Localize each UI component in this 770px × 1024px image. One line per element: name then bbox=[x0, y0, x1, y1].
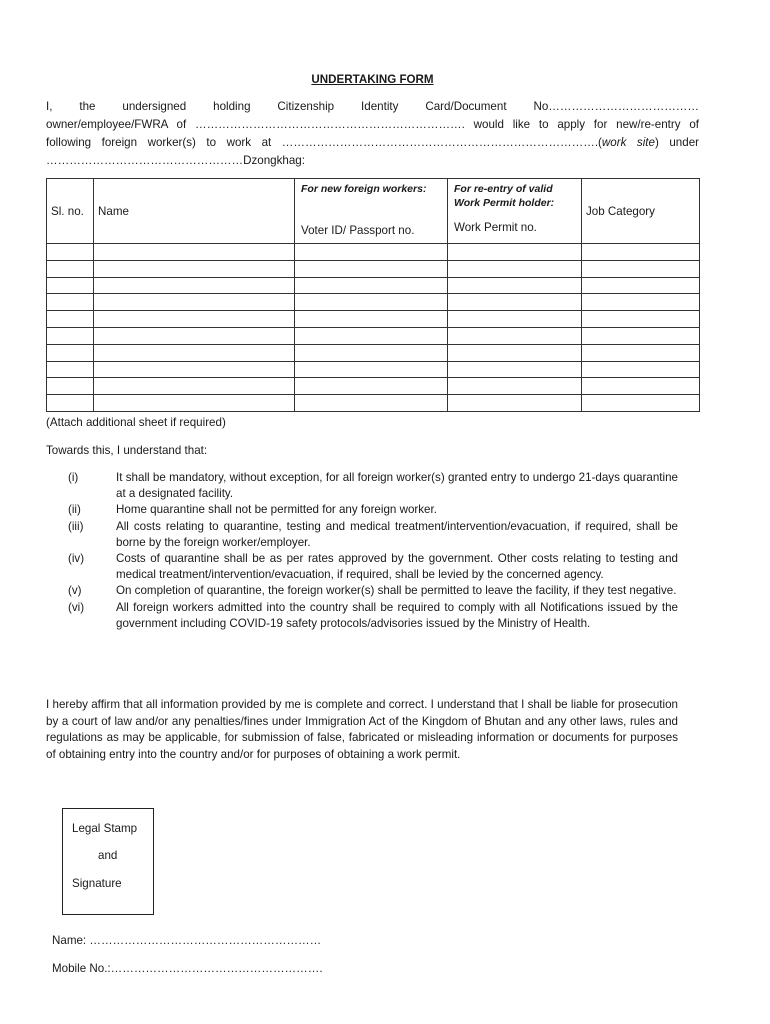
table-cell[interactable] bbox=[448, 260, 582, 277]
table-row bbox=[47, 311, 700, 328]
intro-line-2: owner/employee/FWRA of ……………………………………………………………. would like to apply for new/re-entry of bbox=[46, 118, 699, 131]
table-cell[interactable] bbox=[295, 244, 448, 261]
form-title: UNDERTAKING FORM bbox=[311, 73, 434, 86]
item-number: (vi) bbox=[68, 600, 85, 614]
table-cell[interactable] bbox=[47, 361, 94, 378]
table-cell[interactable] bbox=[295, 277, 448, 294]
header-voter-id bbox=[295, 179, 448, 244]
affirmation-paragraph: I hereby affirm that all information provided by me is complete and correct. I understand that I shall be liable for prosecution by a court of law and/or any penalties/fines under Immigration Act of the Kingdom of Bhutan and any other laws, rules and regulations as may be applicable, for submission of false, fabricated or misleading information or documents for purposes of obtaining entry into the country and/or for purposes of obtaining a work permit. bbox=[46, 698, 678, 761]
item-number: (iv) bbox=[68, 552, 85, 566]
stamp-label-3: Signature bbox=[72, 877, 122, 890]
list-item bbox=[46, 600, 678, 632]
table-cell[interactable] bbox=[295, 378, 448, 395]
table-cell[interactable] bbox=[582, 327, 700, 344]
table-cell[interactable] bbox=[295, 327, 448, 344]
list-item bbox=[46, 519, 678, 551]
table-header-row bbox=[47, 179, 700, 244]
legal-stamp-box[interactable] bbox=[62, 808, 154, 915]
table-cell[interactable] bbox=[94, 327, 295, 344]
item-text: All foreign workers admitted into the country shall be required to comply with all Notifications issued by the government including COVID-19 safety protocols/advisories issued by the Ministry of Health. bbox=[116, 600, 678, 630]
table-cell[interactable] bbox=[94, 344, 295, 361]
table-cell[interactable] bbox=[295, 311, 448, 328]
item-text: It shall be mandatory, without exception, for all foreign worker(s) granted entry to undergo 21-days quarantine at a designated facility. bbox=[116, 471, 678, 501]
stamp-label-1: Legal Stamp bbox=[72, 822, 138, 835]
item-number: (v) bbox=[68, 584, 82, 598]
table-cell[interactable] bbox=[582, 244, 700, 261]
item-number: (i) bbox=[68, 471, 79, 484]
item-text: Home quarantine shall not be permitted for any foreign worker. bbox=[116, 503, 437, 517]
table-cell[interactable] bbox=[295, 294, 448, 311]
table-cell[interactable] bbox=[94, 294, 295, 311]
table-cell[interactable] bbox=[448, 327, 582, 344]
table-cell[interactable] bbox=[582, 361, 700, 378]
table-row bbox=[47, 294, 700, 311]
list-item bbox=[46, 470, 678, 502]
table-cell[interactable] bbox=[448, 395, 582, 412]
header-work-permit bbox=[448, 179, 582, 244]
table-cell[interactable] bbox=[94, 244, 295, 261]
table-cell[interactable] bbox=[582, 378, 700, 395]
towards-text: Towards this, I understand that: bbox=[46, 444, 208, 457]
item-text: On completion of quarantine, the foreign worker(s) shall be permitted to leave the facility, if they test negative. bbox=[116, 584, 677, 598]
table-cell[interactable] bbox=[47, 395, 94, 412]
list-item bbox=[46, 551, 678, 583]
header-reentry-label: For re-entry of valid Work Permit holder: bbox=[454, 183, 555, 209]
table-cell[interactable] bbox=[448, 244, 582, 261]
table-cell[interactable] bbox=[448, 311, 582, 328]
list-item bbox=[46, 502, 678, 518]
table-cell[interactable] bbox=[47, 294, 94, 311]
intro-line-1: I, the undersigned holding Citizenship Identity Card/Document No………………………………… bbox=[46, 100, 699, 113]
table-cell[interactable] bbox=[448, 378, 582, 395]
table-cell[interactable] bbox=[582, 395, 700, 412]
item-number: (ii) bbox=[68, 503, 81, 517]
table-row bbox=[47, 327, 700, 344]
table-cell[interactable] bbox=[47, 244, 94, 261]
table-cell[interactable] bbox=[94, 260, 295, 277]
table-cell[interactable] bbox=[448, 294, 582, 311]
item-text: All costs relating to quarantine, testing and medical treatment/intervention/evacuation, if required, shall be borne by the foreign worker/employer. bbox=[116, 519, 678, 549]
header-work-permit-label: Work Permit no. bbox=[454, 221, 537, 234]
table-cell[interactable] bbox=[47, 378, 94, 395]
table-cell[interactable] bbox=[582, 311, 700, 328]
work-site-label: work site bbox=[601, 136, 655, 149]
table-cell[interactable] bbox=[582, 277, 700, 294]
header-sl-no: Sl. no. bbox=[47, 179, 94, 244]
table-cell[interactable] bbox=[47, 327, 94, 344]
table-cell[interactable] bbox=[295, 361, 448, 378]
intro-line-3 bbox=[46, 134, 699, 152]
header-voter-passport-label: Voter ID/ Passport no. bbox=[301, 224, 415, 237]
intro-line-3-end: ) under bbox=[654, 136, 700, 149]
header-new-workers-label: For new foreign workers: bbox=[301, 183, 427, 195]
conditions-list bbox=[46, 470, 678, 632]
stamp-label-2: and bbox=[98, 849, 118, 862]
item-number: (iii) bbox=[68, 519, 84, 533]
table-cell[interactable] bbox=[582, 294, 700, 311]
name-field[interactable]: Name: …………………………………………………… bbox=[52, 934, 322, 947]
table-cell[interactable] bbox=[295, 260, 448, 277]
table-cell[interactable] bbox=[94, 311, 295, 328]
table-cell[interactable] bbox=[47, 277, 94, 294]
table-cell[interactable] bbox=[448, 277, 582, 294]
attach-note: (Attach additional sheet if required) bbox=[46, 416, 226, 429]
table-row bbox=[47, 277, 700, 294]
table-body bbox=[47, 244, 700, 412]
table-row bbox=[47, 361, 700, 378]
intro-line-4: ……………………………………………Dzongkhag: bbox=[46, 154, 305, 167]
table-cell[interactable] bbox=[94, 395, 295, 412]
table-row bbox=[47, 244, 700, 261]
table-row bbox=[47, 395, 700, 412]
table-row bbox=[47, 260, 700, 277]
table-cell[interactable] bbox=[582, 344, 700, 361]
table-cell[interactable] bbox=[295, 395, 448, 412]
table-cell[interactable] bbox=[47, 311, 94, 328]
table-cell[interactable] bbox=[448, 344, 582, 361]
item-text: Costs of quarantine shall be as per rates approved by the government. Other costs relating to testing and medical treatment/intervention/evacuation, if required, shall be levied by the concerned agency. bbox=[116, 552, 678, 582]
intro-paragraph bbox=[46, 98, 699, 170]
header-name: Name bbox=[94, 179, 295, 244]
table-cell[interactable] bbox=[94, 277, 295, 294]
table-row bbox=[47, 344, 700, 361]
table-row bbox=[47, 378, 700, 395]
intro-line-3-start: following foreign worker(s) to work at ……………………………………………………………………….( bbox=[46, 136, 602, 149]
table-cell[interactable] bbox=[94, 361, 295, 378]
header-job-category: Job Category bbox=[582, 179, 700, 244]
table-cell[interactable] bbox=[295, 344, 448, 361]
table-cell[interactable] bbox=[448, 361, 582, 378]
table-cell[interactable] bbox=[94, 378, 295, 395]
table-cell[interactable] bbox=[47, 260, 94, 277]
workers-table bbox=[46, 178, 700, 412]
mobile-field[interactable]: Mobile No.:………………………………………………. bbox=[52, 962, 323, 975]
list-item bbox=[46, 583, 678, 599]
table-cell[interactable] bbox=[582, 260, 700, 277]
table-cell[interactable] bbox=[47, 344, 94, 361]
